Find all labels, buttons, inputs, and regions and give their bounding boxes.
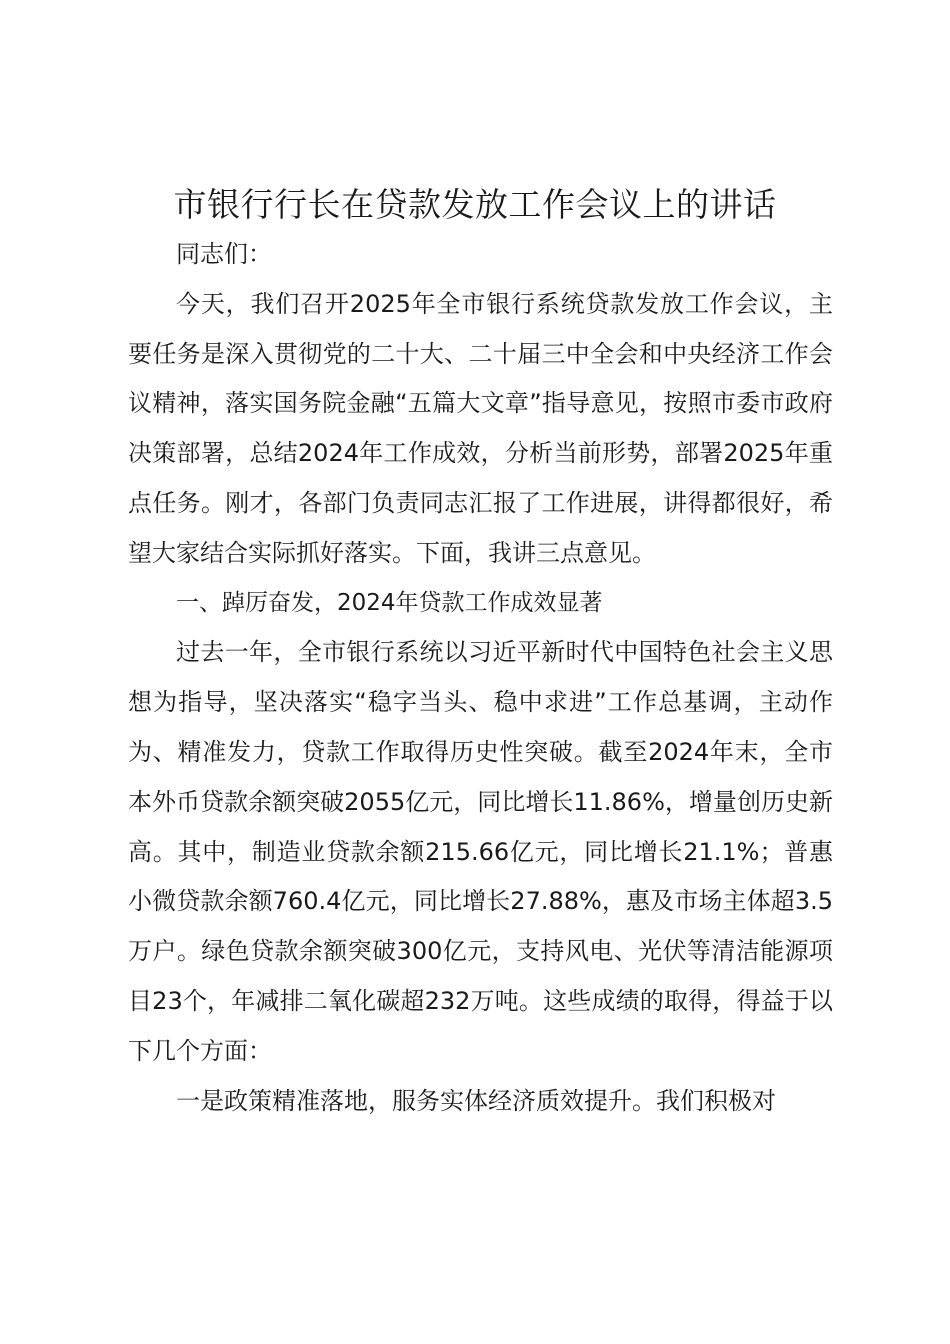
document-title: 市银行行长在贷款发放工作会议上的讲话 (173, 185, 777, 224)
opening-paragraph: 今天，我们召开2025年全市银行系统贷款发放工作会议，主要任务是深入贯彻党的二十大、二十届三中全会和中央经济工作会议精神，落实国务院金融“五篇大文章”指导意见，按照市委市政府决策部署，总结2024年工作成效，分析当前形势，部署2025年重点任务。刚才，各部门负责同志汇报了工作进展，讲得都很好，希望大家结合实际抓好落实。下面，我讲三点意见。 (128, 289, 833, 567)
section-heading: 一、踔厉奋发，2024年贷款工作成效显著 (176, 589, 603, 616)
document-body (128, 230, 833, 1126)
section-paragraph: 过去一年，全市银行系统以习近平新时代中国特色社会主义思想为指导，坚决落实“稳字当头、稳中求进”工作总基调，主动作为、精准发力，贷款工作取得历史性突破。截至2024年末，全市本外币贷款余额突破2055亿元，同比增长11.86%，增量创历史新高。其中，制造业贷款余额215.66亿元，同比增长21.1%；普惠小微贷款余额760.4亿元，同比增长27.88%，惠及市场主体超3.5万户。绿色贷款余额突破300亿元，支持风电、光伏等清洁能源项目23个，年减排二氧化碳超232万吨。这些成绩的取得，得益于以下几个方面： (128, 638, 833, 1065)
section-paragraph: 一是政策精准落地，服务实体经济质效提升。我们积极对 (176, 1086, 776, 1115)
greeting: 同志们： (176, 240, 272, 268)
